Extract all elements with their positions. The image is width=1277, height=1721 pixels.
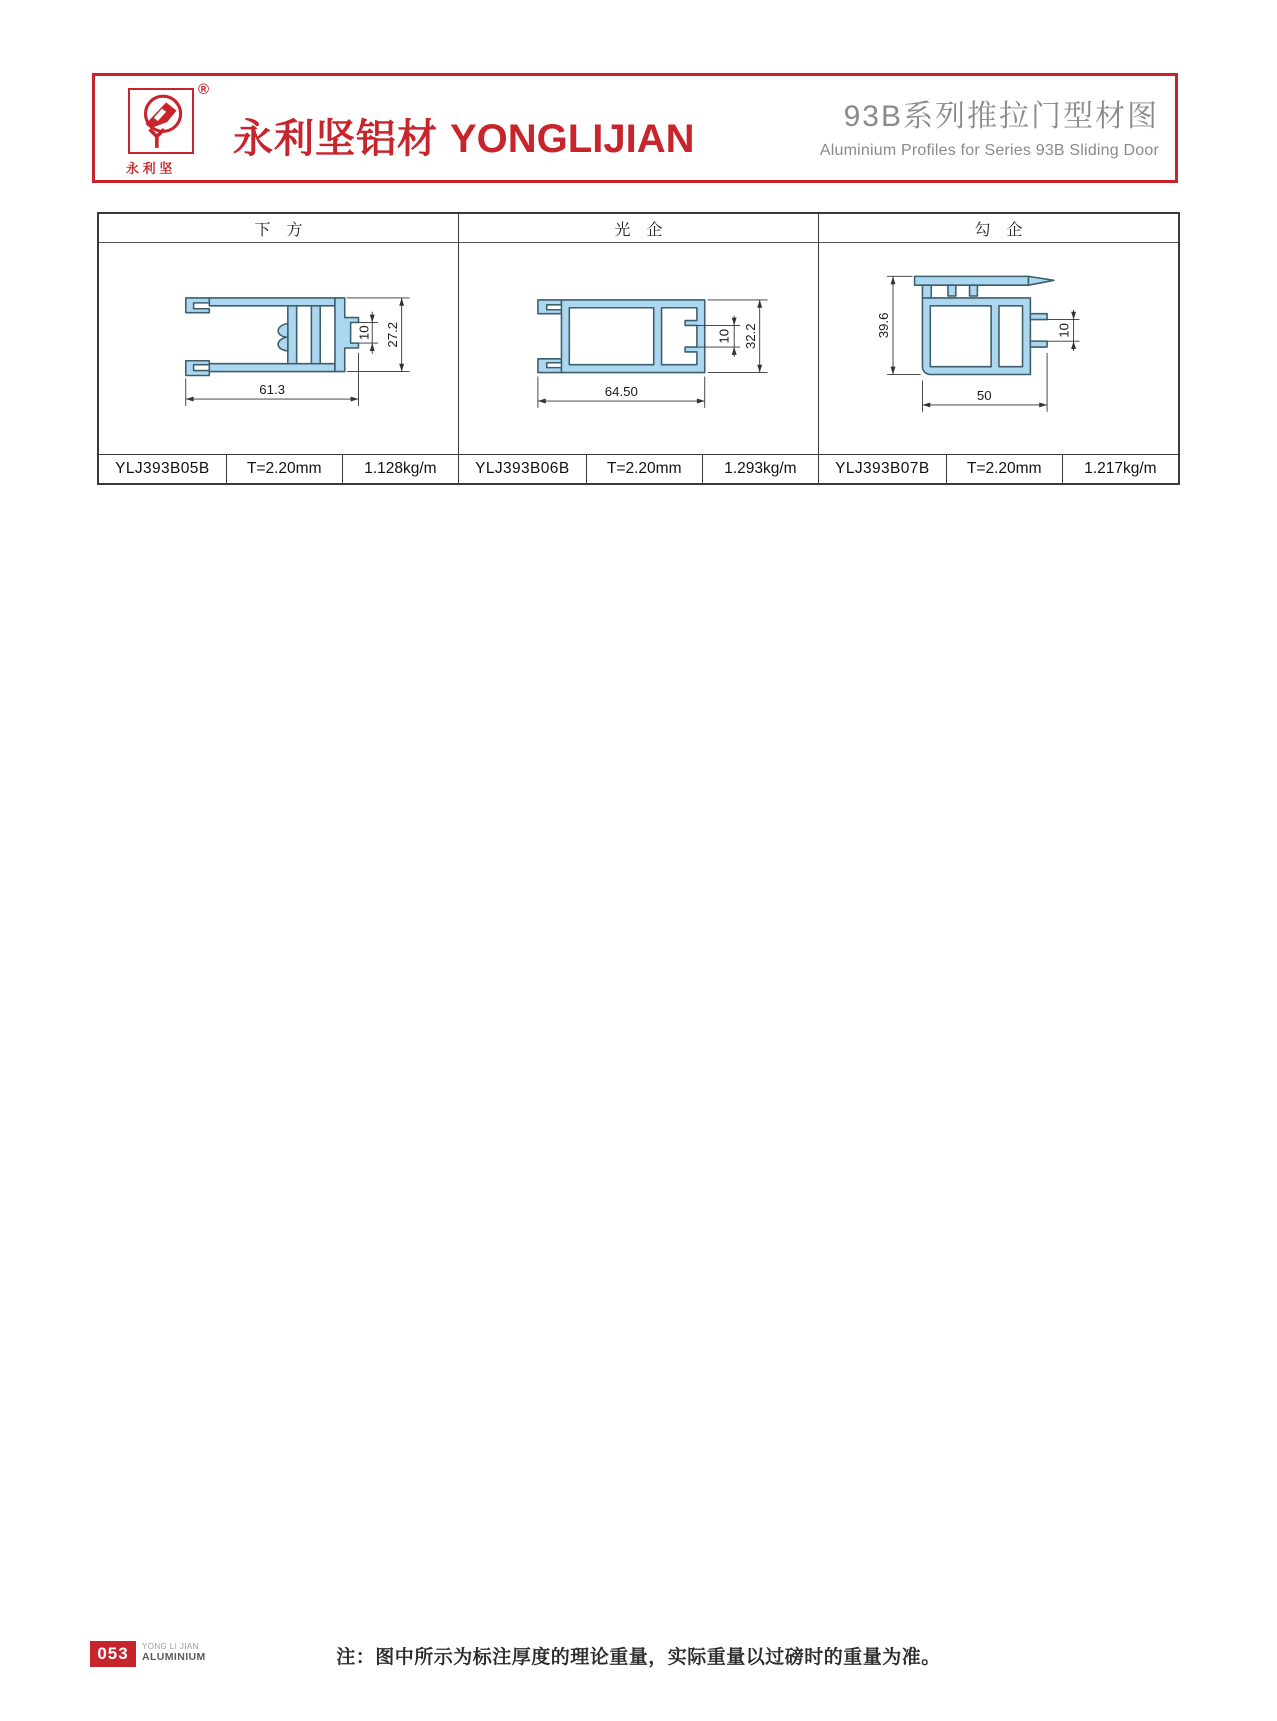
brand-name (233, 107, 694, 164)
dim-width-label: 50 (976, 388, 992, 404)
logo-emblem-icon (130, 90, 192, 152)
spec-row (99, 454, 458, 483)
dim-width-label: 64.50 (604, 384, 638, 400)
logo-characters: 永 利 坚 (126, 161, 173, 176)
profile-drawing-cell (819, 243, 1178, 454)
dim-groove-label: 10 (356, 325, 372, 341)
page-title: 93B系列推拉门型材图 (843, 100, 1159, 133)
dim-height-label: 27.2 (384, 321, 400, 348)
profile-drawing-gouqi (819, 243, 1178, 454)
profile-cross-section (186, 298, 359, 376)
title-block (820, 91, 1159, 160)
weight-cell: 1.217kg/m (1084, 460, 1157, 477)
note-text: 注：图中所示为标注厚度的理论重量，实际重量以过磅时的重量为准。 (336, 1647, 941, 1668)
page-header (92, 73, 1178, 183)
footer-brand-name: YONG LI JIAN (142, 1642, 199, 1651)
brand-name-cn: 永利坚铝材 (233, 117, 438, 161)
column-header: 下 方 (99, 214, 458, 243)
weight-cell: 1.128kg/m (364, 460, 437, 477)
model-cell: YLJ393B05B (99, 455, 227, 483)
footer-brand-aluminium: ALUMINIUM (142, 1651, 206, 1664)
profile-drawing-xiafang (99, 243, 458, 454)
thickness-cell: T=2.20mm (227, 455, 343, 483)
column-header: 勾 企 (819, 214, 1178, 243)
page-subtitle: Aluminium Profiles for Series 93B Sliding Door (819, 142, 1159, 159)
profile-column-gouqi (819, 214, 1178, 483)
dim-width-label: 61.3 (259, 382, 286, 398)
weight-cell: 1.293kg/m (724, 460, 797, 477)
profile-column-xiafang (99, 214, 459, 483)
model-cell: YLJ393B06B (459, 455, 587, 483)
profile-table (97, 212, 1180, 485)
registered-mark: ® (198, 81, 210, 98)
dim-groove-label: 10 (716, 328, 732, 344)
column-header: 光 企 (459, 214, 818, 243)
logo-emblem (128, 88, 194, 154)
profile-cross-section (915, 276, 1054, 374)
dim-groove-label: 10 (1056, 322, 1072, 338)
model-cell: YLJ393B07B (819, 455, 947, 483)
dim-height-label: 39.6 (876, 312, 892, 339)
dimension-lines (186, 298, 410, 406)
profile-drawing-cell (99, 243, 458, 454)
profile-column-guangqi (459, 214, 819, 483)
page-number-badge: 053 (90, 1641, 136, 1667)
dim-height-label: 32.2 (742, 323, 758, 350)
thickness-cell: T=2.20mm (947, 455, 1063, 483)
dimension-lines (538, 300, 768, 408)
profile-drawing-cell (459, 243, 818, 454)
spec-row (819, 454, 1178, 483)
thickness-cell: T=2.20mm (587, 455, 703, 483)
profile-drawing-guangqi (459, 243, 818, 454)
profile-cross-section (538, 300, 705, 373)
brand-name-en: YONGLIJIAN (450, 117, 695, 161)
spec-row (459, 454, 818, 483)
